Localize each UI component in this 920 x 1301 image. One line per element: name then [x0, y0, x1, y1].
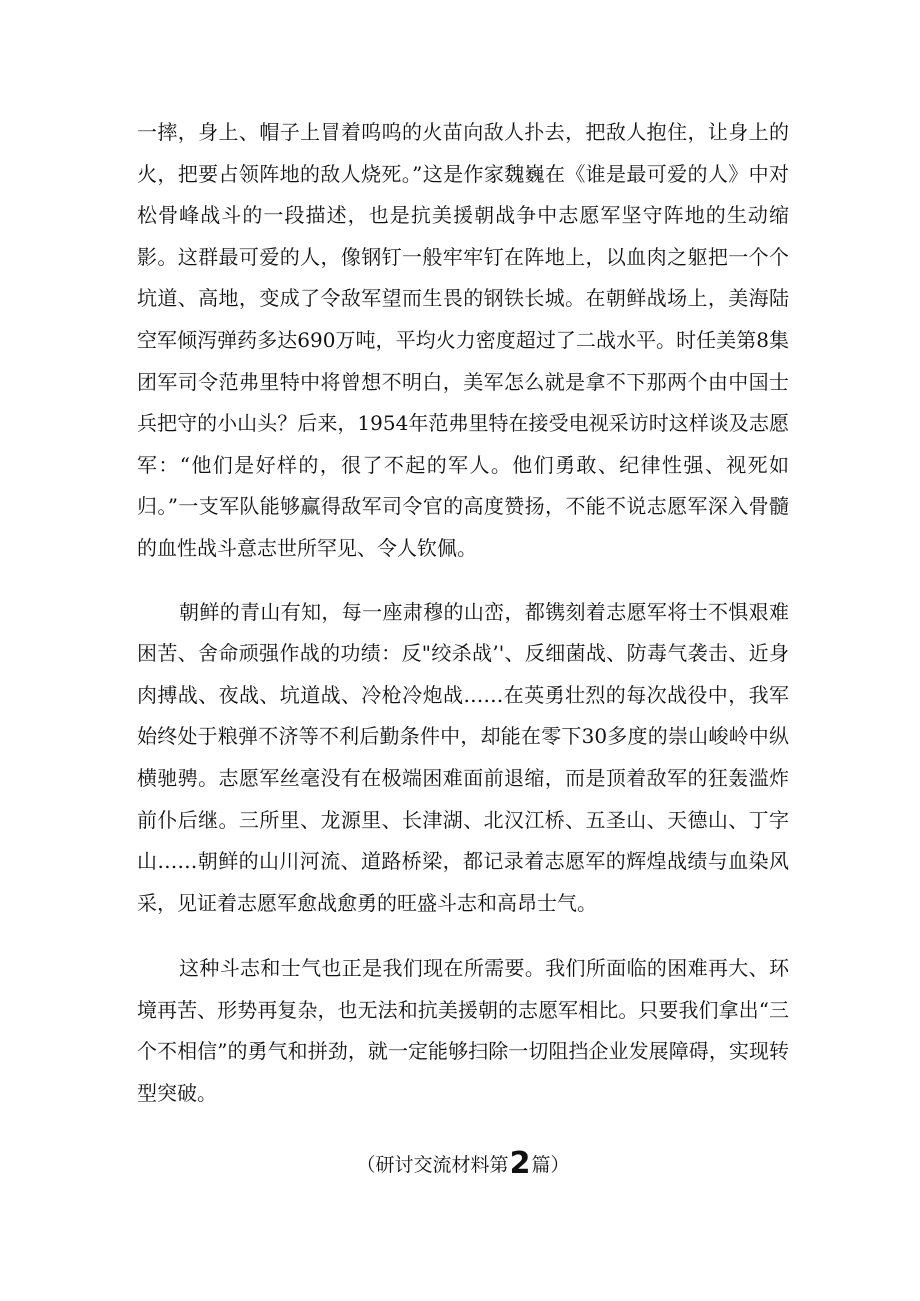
- paragraph-1: 一摔，身上、帽子上冒着呜呜的火苗向敌人扑去，把敌人抱住，让身上的火，把要占领阵地的敌人烧死。”这是作家魏巍在《谁是最可爱的人》中对松骨峰战斗的一段描述，也是抗美援朝战争中志愿军坚守阵地的生动缩影。这群最可爱的人，像钢钉一般牢牢钉在阵地上，以血肉之躯把一个个坑道、高地，变成了令敌军望而生畏的钢铁长城。在朝鲜战场上，美海陆空军倾泻弹药多达690万吨，平均火力密度超过了二战水平。时任美第8集团军司令范弗里特中将曾想不明白，美军怎么就是拿不下那两个由中国士兵把守的小山头？后来，1954年范弗里特在接受电视采访时这样谈及志愿军：“他们是好样的，很了不起的军人。他们勇敢、纪律性强、视死如归。”一支军队能够赢得敌军司令官的高度赞扬，不能不说志愿军深入骨髓的血性战斗意志世所罕见、令人钦佩。: [137, 120, 789, 560]
- paragraph-3: 这种斗志和士气也正是我们现在所需要。我们所面临的困难再大、环境再苦、形势再复杂，也无法和抗美援朝的志愿军相比。只要我们拿出“三个不相信”的勇气和拼劲，就一定能够扫除一切阻挡企业发展障碍，实现转型突破。: [137, 956, 789, 1106]
- document-page: [137, 112, 789, 1181]
- section-heading-suffix: 篇）: [531, 1154, 570, 1176]
- section-heading-prefix: （研讨交流材料第: [356, 1154, 509, 1176]
- section-heading: [137, 1144, 789, 1185]
- section-heading-number: 2: [509, 1146, 531, 1181]
- paragraph-2: 朝鲜的青山有知，每一座肃穆的山峦，都镌刻着志愿军将士不惧艰难困苦、舍命顽强作战的功绩：反"绞杀战’'、反细菌战、防毒气袭击、近身肉搏战、夜战、坑道战、冷枪冷炮战……在英勇壮烈的每次战役中，我军始终处于粮弹不济等不利后勤条件中，却能在零下30多度的崇山峻岭中纵横驰骋。志愿军丝毫没有在极端困难面前退缩，而是顶着敌军的狂轰滥炸前仆后继。三所里、龙源里、长津湖、北汉江桥、五圣山、天德山、丁字山……朝鲜的山川河流、道路桥梁，都记录着志愿军的辉煌战绩与血染风采，见证着志愿军愈战愈勇的旺盛斗志和高昂士气。: [137, 599, 789, 915]
